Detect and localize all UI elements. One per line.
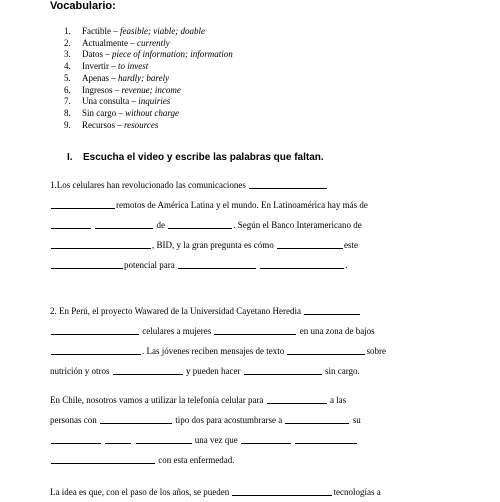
vocabulary-list <box>64 26 233 131</box>
p1-text: potencial para <box>124 260 175 270</box>
fill-blank[interactable] <box>287 354 365 355</box>
fill-blank[interactable] <box>95 228 153 229</box>
fill-blank[interactable] <box>168 228 232 229</box>
vocab-definition: to invest <box>118 61 149 72</box>
p3-text: personas con <box>50 415 97 425</box>
vocab-definition: resources <box>124 119 159 130</box>
p2-text: sobre <box>366 346 386 356</box>
vocab-item <box>64 85 233 97</box>
vocab-term: Apenas <box>82 72 109 83</box>
vocab-number: 6. <box>64 84 71 95</box>
p3-text: una vez que <box>194 435 238 445</box>
fill-blank[interactable] <box>249 188 327 189</box>
vocab-item <box>64 61 233 73</box>
p2-text: celulares a mujeres <box>142 326 212 336</box>
fill-blank[interactable] <box>304 314 360 315</box>
vocab-dash: – <box>103 49 112 60</box>
fill-blank[interactable] <box>295 443 357 444</box>
fill-blank[interactable] <box>285 423 349 424</box>
vocab-definition: feasible; viable; doable <box>120 26 205 36</box>
fill-blank[interactable] <box>51 268 123 269</box>
fill-blank[interactable] <box>241 443 291 444</box>
vocab-dash: – <box>109 72 118 83</box>
vocab-dash: – <box>115 119 124 130</box>
vocab-term: Datos <box>82 49 103 60</box>
p1-text: , BID, y la gran pregunta es cómo <box>152 240 274 250</box>
p2-text: 2. En Perú, el proyecto Wawared de la Universidad Cayetano Heredia <box>50 306 302 316</box>
p1-text: este <box>343 240 358 250</box>
p2-text: nutrición y otros <box>50 366 110 376</box>
section-heading <box>67 152 324 163</box>
fill-blank[interactable] <box>136 443 192 444</box>
vocab-definition: currently <box>136 37 170 48</box>
p3-text: a las <box>329 395 347 405</box>
vocab-dash: – <box>116 107 126 118</box>
vocab-term: Recursos <box>82 119 115 130</box>
paragraph-2 <box>50 301 480 381</box>
fill-blank[interactable] <box>51 208 115 209</box>
p1-text: de <box>156 220 165 230</box>
p1-text: 1.Los celulares han revolucionado las comunicaciones <box>50 180 246 190</box>
vocab-definition: hardly; barely <box>118 72 170 83</box>
vocab-number: 7. <box>64 96 71 107</box>
vocab-dash: – <box>127 37 137 48</box>
p3-text: con esta enfermedad. <box>158 455 235 465</box>
p4-text: tecnologías a <box>333 487 381 497</box>
paragraph-4 <box>50 482 480 502</box>
p4-text: La idea es que, con el paso de los años, se pueden <box>50 487 230 497</box>
p3-text: su <box>352 415 361 425</box>
vocab-item <box>64 120 233 132</box>
vocab-definition: revenue; income <box>121 84 181 95</box>
section-number: I. <box>67 152 73 163</box>
vocab-term: Sin cargo <box>82 107 117 118</box>
fill-blank[interactable] <box>244 374 322 375</box>
p1-text: remotos de América Latina y el mundo. En Latinoamérica hay más de <box>116 200 368 210</box>
section-title: Escucha el video y escribe las palabras que faltan. <box>83 152 324 163</box>
vocab-dash: – <box>129 96 139 107</box>
fill-blank[interactable] <box>100 423 172 424</box>
vocab-item <box>64 96 233 108</box>
fill-blank[interactable] <box>260 268 344 269</box>
vocab-term: Ingresos <box>82 84 113 95</box>
fill-blank[interactable] <box>51 334 139 335</box>
paragraph-1 <box>50 175 480 275</box>
vocab-number: 5. <box>64 72 71 83</box>
fill-blank[interactable] <box>51 443 101 444</box>
vocab-item <box>64 73 233 85</box>
vocab-dash: – <box>109 61 118 72</box>
fill-blank[interactable] <box>232 495 332 496</box>
vocab-term: Invertir <box>82 61 109 72</box>
vocab-term: Actualmente <box>82 37 128 48</box>
vocab-term: Una consulta <box>82 96 130 107</box>
p1-text: . <box>345 260 348 270</box>
vocab-number: 4. <box>64 61 71 72</box>
vocab-item <box>64 108 233 120</box>
vocab-term: Factible <box>82 26 111 36</box>
vocab-definition: without charge <box>125 107 180 118</box>
paragraph-3 <box>50 390 480 470</box>
vocab-item <box>64 49 233 61</box>
vocab-number: 1. <box>64 26 71 36</box>
vocab-definition: piece of information; information <box>112 49 233 60</box>
fill-blank[interactable] <box>51 354 141 355</box>
vocab-number: 8. <box>64 107 71 118</box>
vocab-number: 9. <box>64 119 71 130</box>
fill-blank[interactable] <box>267 403 327 404</box>
p3-text: tipo dos para acostumbrarse a <box>175 415 283 425</box>
p2-text: . Las jóvenes reciben mensajes de texto <box>142 346 285 356</box>
fill-blank[interactable] <box>105 443 131 444</box>
fill-blank[interactable] <box>113 374 183 375</box>
p1-text: . Según el Banco Interamericano de <box>233 220 362 230</box>
vocab-definition: inquiries <box>138 96 171 107</box>
vocab-item <box>64 26 233 38</box>
p2-text: sin cargo. <box>324 366 360 376</box>
fill-blank[interactable] <box>51 463 155 464</box>
vocabulary-heading: Vocabulario: <box>50 0 116 12</box>
fill-blank[interactable] <box>178 268 256 269</box>
p2-text: en una zona de bajos <box>299 326 375 336</box>
vocab-item <box>64 38 233 50</box>
fill-blank[interactable] <box>51 228 91 229</box>
fill-blank[interactable] <box>51 248 151 249</box>
fill-blank[interactable] <box>277 248 343 249</box>
p2-text: y pueden hacer <box>186 366 241 376</box>
vocab-number: 2. <box>64 37 71 48</box>
vocab-dash: – <box>111 26 120 36</box>
p3-text: En Chile, nosotros vamos a utilizar la telefonía celular para <box>50 395 264 405</box>
fill-blank[interactable] <box>214 334 296 335</box>
vocab-dash: – <box>112 84 122 95</box>
vocab-number: 3. <box>64 49 71 60</box>
